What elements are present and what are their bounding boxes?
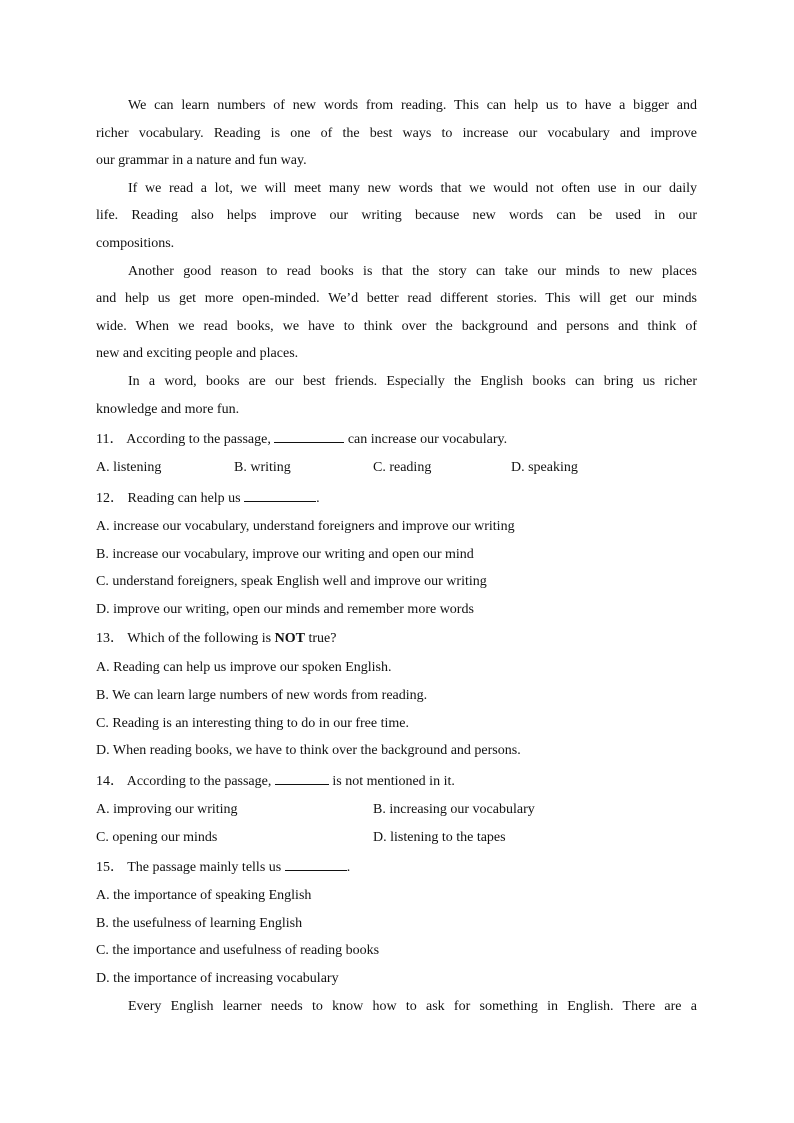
question-text: can increase our vocabulary. (347, 432, 508, 447)
question-text: Which of the following is (127, 631, 272, 646)
answer-blank (285, 857, 347, 871)
passage-line: our grammar in a nature and fun way. (96, 153, 307, 168)
passage-line: In a word, books are our best friends. Especially the English books can bring us richer (128, 374, 697, 389)
answer-blank (275, 771, 329, 785)
question-text: . (346, 860, 351, 875)
question-text: According to the passage, (126, 774, 272, 789)
passage-line: wide. When we read books, we have to think over the background and persons and think of (96, 319, 697, 334)
question-14-stem (96, 771, 697, 791)
option-c: C. opening our minds (96, 830, 218, 845)
option-d: D. the importance of increasing vocabulary (96, 971, 339, 986)
next-passage-line: Every English learner needs to know how to ask for something in English. There are a (128, 999, 697, 1014)
answer-blank (274, 429, 344, 443)
option-d: D. improve our writing, open our minds and remember more words (96, 602, 474, 617)
question-text: Reading can help us (127, 491, 241, 506)
option-a: A. improving our writing (96, 802, 238, 817)
passage-line: If we read a lot, we will meet many new words that we would not often use in our daily (128, 181, 697, 196)
option-a: A. listening (96, 460, 162, 475)
option-d: D. speaking (511, 460, 578, 475)
question-text: true? (308, 631, 337, 646)
question-text: According to the passage, (126, 432, 271, 447)
emphasis-not: NOT (274, 631, 305, 646)
option-b: B. increase our vocabulary, improve our writing and open our mind (96, 547, 474, 562)
question-number: 14． (96, 774, 124, 789)
option-b: B. writing (234, 460, 291, 475)
option-a: A. Reading can help us improve our spoken English. (96, 660, 392, 675)
question-number: 11． (96, 432, 124, 447)
question-text: is not mentioned in it. (332, 774, 455, 789)
option-a: A. increase our vocabulary, understand foreigners and improve our writing (96, 519, 515, 534)
question-text: The passage mainly tells us (127, 860, 282, 875)
option-b: B. increasing our vocabulary (373, 802, 535, 817)
option-c: C. understand foreigners, speak English well and improve our writing (96, 574, 487, 589)
question-text: . (316, 491, 320, 506)
option-c: C. Reading is an interesting thing to do in our free time. (96, 716, 409, 731)
passage-line: new and exciting people and places. (96, 346, 299, 361)
option-d: D. listening to the tapes (373, 830, 506, 845)
passage-line: compositions. (96, 236, 175, 251)
question-number: 15． (96, 860, 124, 875)
passage-line: life. Reading also helps improve our writing because new words can be used in our (96, 208, 697, 223)
passage-line: richer vocabulary. Reading is one of the best ways to increase our vocabulary and improve (96, 126, 697, 141)
passage-line: and help us get more open-minded. We’d better read different stories. This will get our minds (96, 291, 697, 306)
question-number: 13． (96, 631, 124, 646)
passage-line: We can learn numbers of new words from reading. This can help us to have a bigger and (128, 98, 697, 113)
option-b: B. the usefulness of learning English (96, 916, 303, 931)
option-b: B. We can learn large numbers of new words from reading. (96, 688, 428, 703)
passage-line: Another good reason to read books is that the story can take our minds to new places (128, 264, 697, 279)
passage-line: knowledge and more fun. (96, 402, 240, 417)
option-a: A. the importance of speaking English (96, 888, 312, 903)
question-13-stem (96, 630, 697, 648)
question-number: 12． (96, 491, 124, 506)
question-11-stem (96, 429, 697, 449)
option-d: D. When reading books, we have to think over the background and persons. (96, 743, 521, 758)
question-12-stem (96, 488, 697, 508)
option-c: C. the importance and usefulness of reading books (96, 943, 380, 958)
question-15-stem (96, 857, 697, 877)
option-c: C. reading (373, 460, 432, 475)
answer-blank (244, 488, 316, 502)
